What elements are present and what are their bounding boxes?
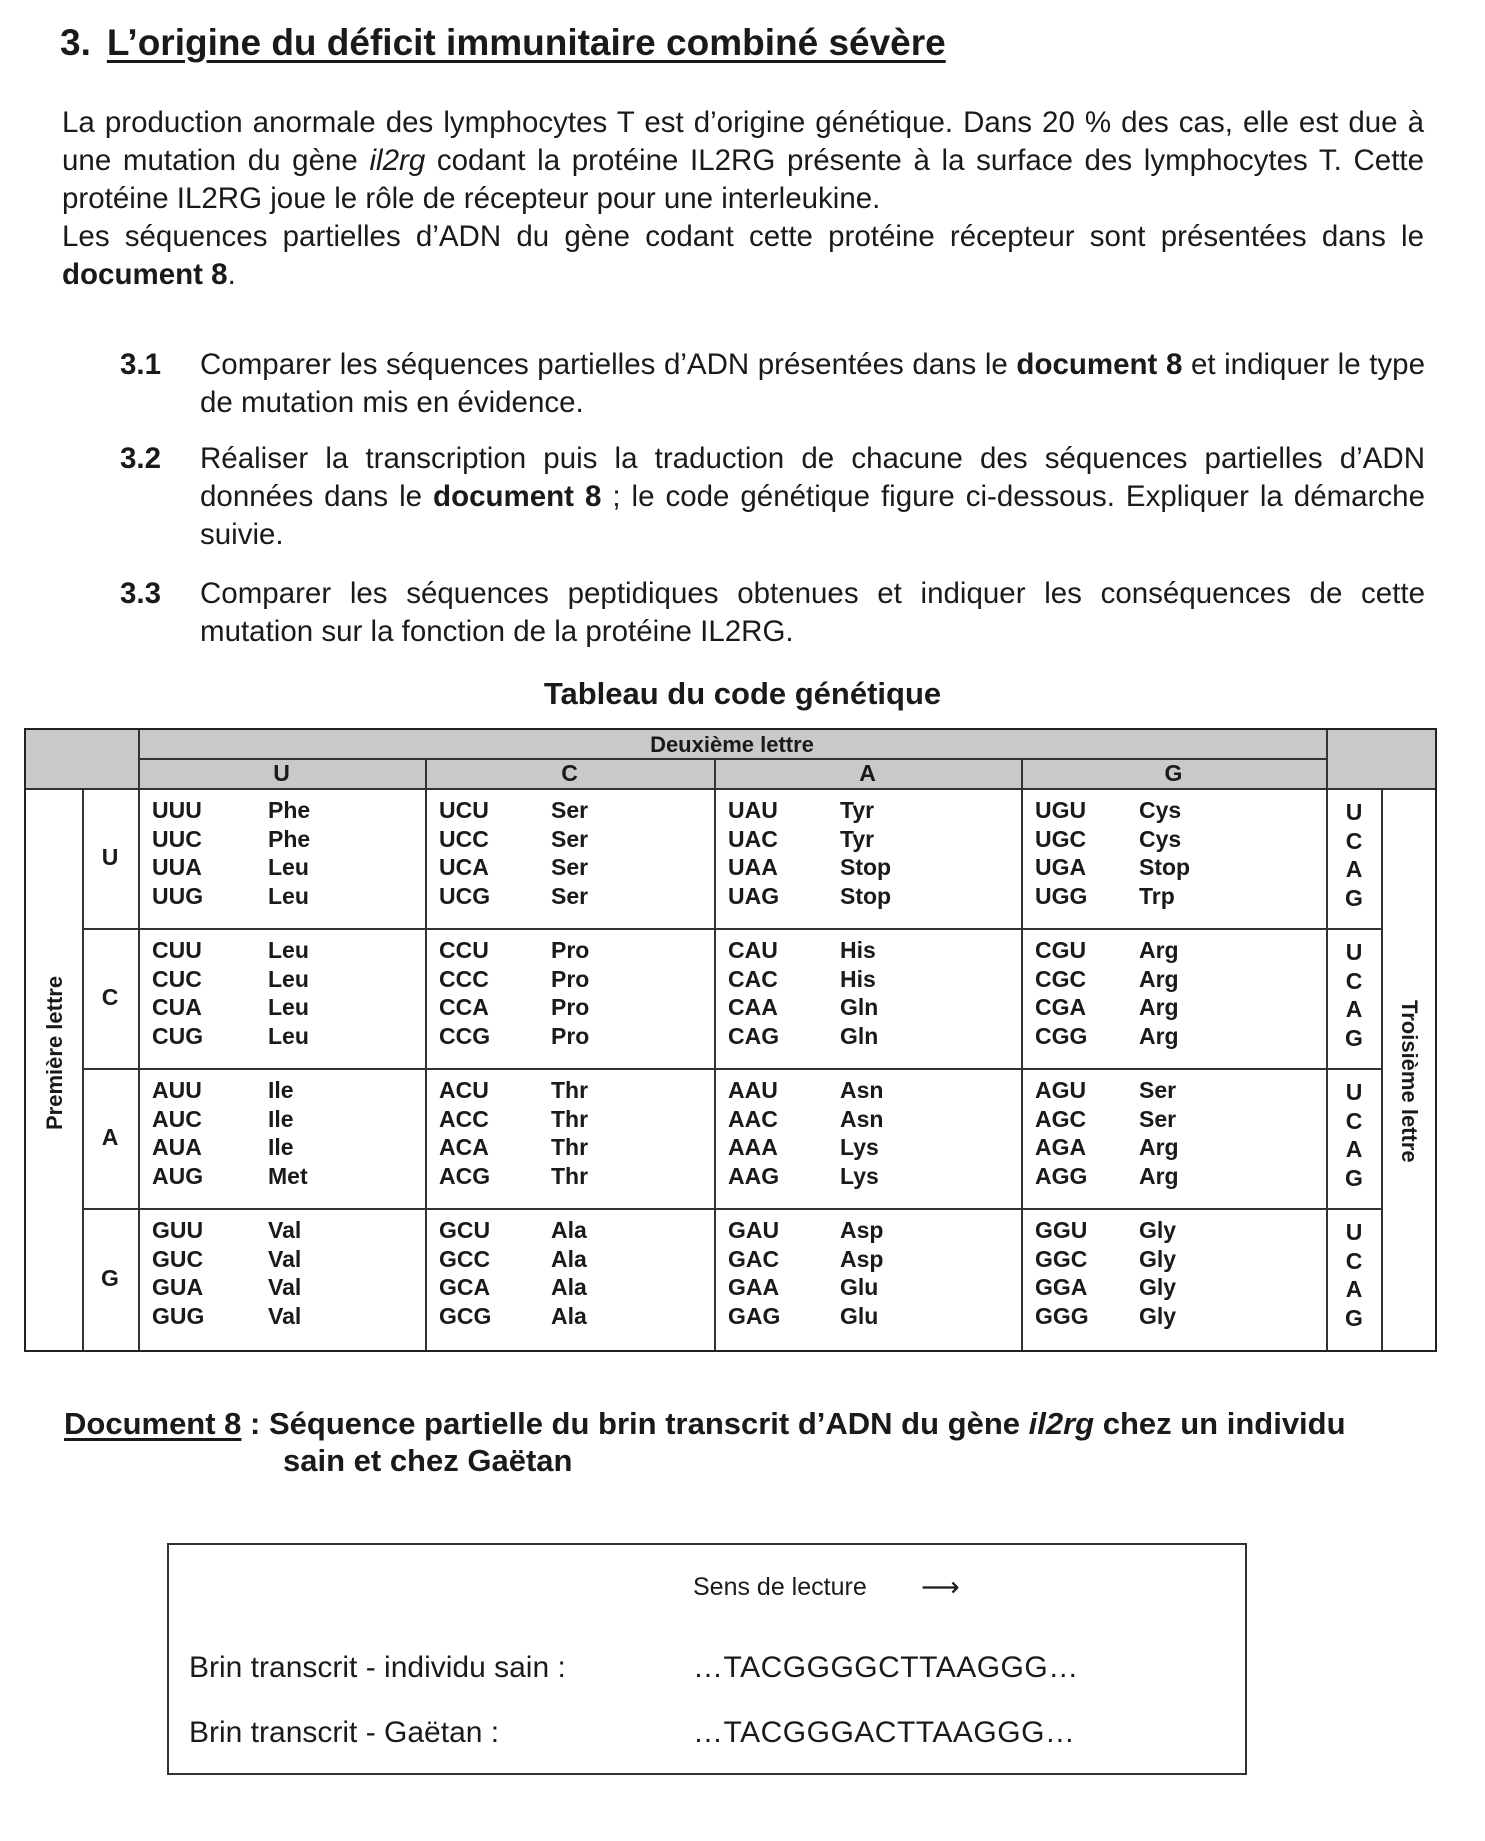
codon: GUA	[152, 1274, 204, 1300]
question-text	[200, 440, 1425, 554]
codon: GAC	[728, 1245, 780, 1272]
amino-acid: Leu	[268, 882, 309, 909]
codon: UGC	[1035, 825, 1087, 852]
codon: ACA	[439, 1134, 489, 1160]
amino-acid: Val	[268, 1302, 302, 1329]
amino-acid: Cys	[1139, 825, 1182, 852]
column-header-u: U	[273, 760, 290, 786]
document-8-label: Document 8	[64, 1406, 242, 1441]
question-text-b: ; le code génétique figure ci-dessous. Expliquer la démarche suivie.	[200, 480, 1425, 551]
codon-entry	[728, 1133, 1015, 1162]
amino-acid: Arg	[1139, 965, 1179, 992]
intro-text	[62, 104, 1424, 294]
intro-p1-text-a: La production anormale des lymphocytes T est d’origine génétique. Dans 20 % des cas, elle est due à une mutation du gène	[62, 106, 1424, 177]
codon: CGG	[1035, 1022, 1088, 1049]
codon: CUA	[152, 994, 202, 1020]
third-letter: G	[1345, 1024, 1363, 1051]
codon-entry	[728, 1022, 1015, 1051]
codon-entry	[152, 1076, 419, 1105]
codon-entry	[439, 1133, 708, 1162]
third-letter: A	[1345, 996, 1363, 1022]
amino-acid: Pro	[551, 965, 590, 992]
third-letter: U	[1345, 1079, 1363, 1105]
codon-entry	[728, 1273, 1015, 1302]
amino-acid: Ile	[268, 1105, 294, 1132]
third-letter: A	[1345, 856, 1363, 882]
codon-cell	[728, 796, 1015, 912]
grid-line	[138, 758, 1326, 760]
codon: ACC	[439, 1105, 489, 1132]
codon-entry	[152, 1105, 419, 1134]
question-number: 3.1	[120, 348, 162, 381]
codon-entry	[728, 993, 1015, 1022]
amino-acid: Ser	[551, 825, 589, 852]
third-letter: U	[1345, 799, 1363, 825]
grid-line	[26, 788, 1435, 790]
codon-entry	[1035, 1302, 1320, 1331]
healthy-strand-label: Brin transcrit - individu sain :	[189, 1651, 566, 1684]
grid-line	[714, 758, 716, 1350]
codon-entry	[728, 1245, 1015, 1274]
codon-entry	[152, 882, 419, 911]
codon-cell	[152, 1216, 419, 1332]
codon: CCG	[439, 1022, 491, 1049]
codon: AGG	[1035, 1162, 1088, 1189]
amino-acid: Gln	[840, 994, 879, 1020]
codon: AAU	[728, 1077, 778, 1103]
amino-acid: Leu	[268, 1022, 309, 1049]
codon: GCA	[439, 1274, 491, 1300]
codon: GAA	[728, 1274, 780, 1300]
codon: AUC	[152, 1105, 202, 1132]
codon-entry	[439, 1273, 708, 1302]
amino-acid: Pro	[551, 994, 590, 1020]
amino-acid: Tyr	[840, 825, 875, 852]
codon: AUU	[152, 1077, 202, 1103]
amino-acid: Gly	[1139, 1274, 1177, 1300]
question-text-b: et indiquer le type de mutation mis en évidence.	[200, 348, 1425, 419]
third-letter: C	[1345, 1107, 1363, 1134]
codon-entry	[152, 1022, 419, 1051]
codon: UUA	[152, 854, 202, 880]
amino-acid: Gln	[840, 1022, 879, 1049]
codon-entry	[728, 965, 1015, 994]
codon-entry	[1035, 825, 1320, 854]
codon: CUC	[152, 965, 202, 992]
codon: UAA	[728, 854, 778, 880]
codon: UAG	[728, 882, 780, 909]
codon-entry	[1035, 1105, 1320, 1134]
codon: UCA	[439, 854, 489, 880]
codon-entry	[439, 1245, 708, 1274]
amino-acid: Cys	[1139, 797, 1182, 823]
codon: AAG	[728, 1162, 780, 1189]
codon: GGC	[1035, 1245, 1088, 1272]
codon-cell	[1035, 1216, 1320, 1332]
codon-entry	[152, 1245, 419, 1274]
codon: GUU	[152, 1217, 204, 1243]
amino-acid: Arg	[1139, 1134, 1179, 1160]
third-letter-list	[1326, 938, 1382, 1052]
codon: CCA	[439, 994, 489, 1020]
codon: CUU	[152, 937, 202, 963]
codon: GCU	[439, 1217, 491, 1243]
codon-entry	[1035, 1245, 1320, 1274]
codon: GAU	[728, 1217, 780, 1243]
codon: GAG	[728, 1302, 781, 1329]
codon: GGG	[1035, 1302, 1089, 1329]
codon: UCU	[439, 797, 489, 823]
codon-entry	[1035, 936, 1320, 965]
codon-entry	[152, 1133, 419, 1162]
healthy-strand-sequence: …TACGGGGCTTAAGGG…	[693, 1651, 1079, 1684]
codon: CUG	[152, 1022, 204, 1049]
codon-entry	[439, 825, 708, 854]
codon-entry	[439, 993, 708, 1022]
codon-entry	[728, 882, 1015, 911]
question-3-3	[120, 575, 1425, 651]
amino-acid: Glu	[840, 1274, 879, 1300]
third-letter: U	[1345, 1219, 1363, 1245]
grid-line	[425, 758, 427, 1350]
document-8-title-line2: sain et chez Gaëtan	[283, 1443, 573, 1478]
amino-acid: Asn	[840, 1105, 884, 1132]
question-3-2	[120, 440, 1425, 554]
amino-acid: Stop	[1139, 854, 1191, 880]
first-letter-g: G	[101, 1265, 119, 1291]
amino-acid: His	[840, 965, 876, 992]
codon-entry	[439, 1022, 708, 1051]
codon: UUC	[152, 825, 202, 852]
third-letter-list	[1326, 1078, 1382, 1192]
codon: GGA	[1035, 1274, 1088, 1300]
amino-acid: Leu	[268, 994, 309, 1020]
third-letter: G	[1345, 884, 1363, 911]
codon: UCC	[439, 825, 489, 852]
section-title: L’origine du déficit immunitaire combiné sévère	[106, 22, 946, 63]
codon-entry	[1035, 993, 1320, 1022]
amino-acid: Glu	[840, 1302, 879, 1329]
amino-acid: Tyr	[840, 797, 875, 823]
codon-entry	[1035, 965, 1320, 994]
amino-acid: Ala	[551, 1245, 587, 1272]
codon-entry	[152, 796, 419, 825]
codon-entry	[439, 1216, 708, 1245]
codon-cell	[439, 936, 708, 1052]
codon: UAU	[728, 797, 778, 823]
question-doc-ref: document 8	[433, 480, 602, 513]
codon-entry	[152, 853, 419, 882]
codon-entry	[728, 1216, 1015, 1245]
codon: ACG	[439, 1162, 491, 1189]
codon: UAC	[728, 825, 778, 852]
column-header-g: G	[1164, 760, 1183, 786]
document-8-title-a: Séquence partielle du brin transcrit d’ADN du gène	[268, 1406, 1029, 1441]
document-8-title	[64, 1405, 1346, 1443]
codon: CAU	[728, 937, 778, 963]
codon: CGU	[1035, 937, 1087, 963]
codon: AUA	[152, 1134, 202, 1160]
second-letter-label: Deuxième lettre	[650, 732, 814, 757]
first-letter-c: C	[101, 984, 119, 1010]
codon: CAC	[728, 965, 778, 992]
amino-acid: Ser	[551, 882, 589, 909]
amino-acid: Gly	[1139, 1217, 1177, 1243]
codon-cell	[152, 936, 419, 1052]
codon-cell	[1035, 796, 1320, 912]
amino-acid: Leu	[268, 965, 309, 992]
codon: UGU	[1035, 797, 1087, 823]
codon-entry	[1035, 1076, 1320, 1105]
amino-acid: His	[840, 937, 876, 963]
codon: AGU	[1035, 1077, 1087, 1103]
third-letter: A	[1345, 1276, 1363, 1302]
codon-cell	[152, 1076, 419, 1192]
column-header-a: A	[859, 760, 876, 786]
amino-acid: Gly	[1139, 1245, 1177, 1272]
amino-acid: Ser	[1139, 1077, 1177, 1103]
codon-entry	[152, 825, 419, 854]
amino-acid: Ala	[551, 1302, 587, 1329]
codon-entry	[728, 1076, 1015, 1105]
intro-p1-text-b: codant la protéine IL2RG présente à la surface des lymphocytes T. Cette protéine IL2RG joue le rôle de récepteur pour une interleukine.	[62, 144, 1424, 215]
amino-acid: Ala	[551, 1217, 587, 1243]
codon-cell	[439, 1076, 708, 1192]
intro-paragraph-1	[62, 104, 1424, 218]
third-letter: U	[1345, 939, 1363, 965]
codon: ACU	[439, 1077, 489, 1103]
amino-acid: Val	[268, 1274, 302, 1300]
first-letter-label: Première lettre	[42, 975, 67, 1130]
third-letter: C	[1345, 967, 1363, 994]
patient-strand-sequence: …TACGGGACTTAAGGG…	[693, 1716, 1076, 1749]
codon-cell	[1035, 1076, 1320, 1192]
codon-entry	[1035, 882, 1320, 911]
question-3-1	[120, 346, 1425, 422]
amino-acid: Ser	[551, 797, 589, 823]
amino-acid: Ser	[551, 854, 589, 880]
codon-entry	[728, 1162, 1015, 1191]
question-text-a: Réaliser la transcription puis la traduction de chacune des séquences partielles d’ADN données dans le	[200, 442, 1425, 513]
grid-line	[82, 928, 1381, 930]
codon: UCG	[439, 882, 491, 909]
codon-entry	[728, 936, 1015, 965]
codon-entry	[1035, 1022, 1320, 1051]
third-letter-list	[1326, 1218, 1382, 1332]
third-letter: A	[1345, 1136, 1363, 1162]
codon-cell	[152, 796, 419, 912]
codon: AUG	[152, 1162, 204, 1189]
column-header-c: C	[561, 760, 578, 786]
codon-entry	[1035, 1162, 1320, 1191]
codon: GGU	[1035, 1217, 1088, 1243]
grid-line	[82, 1068, 1381, 1070]
codon-entry	[439, 853, 708, 882]
third-letter: C	[1345, 1247, 1363, 1274]
question-number: 3.2	[120, 442, 162, 475]
question-text	[200, 575, 1425, 651]
question-text-a: Comparer les séquences peptidiques obtenues et indiquer les conséquences de cette mutation sur la fonction de la protéine IL2RG.	[200, 577, 1425, 648]
amino-acid: Met	[268, 1162, 308, 1189]
amino-acid: Asp	[840, 1245, 884, 1272]
codon: AAC	[728, 1105, 778, 1132]
codon-entry	[439, 965, 708, 994]
codon: UUU	[152, 797, 202, 823]
grid-line	[138, 730, 140, 1350]
codon-entry	[152, 1273, 419, 1302]
document-8-title-b: chez un individu	[1094, 1406, 1346, 1441]
third-letter-label: Troisième lettre	[1397, 1000, 1422, 1163]
codon-entry	[152, 936, 419, 965]
amino-acid: Leu	[268, 937, 309, 963]
codon-cell	[728, 1216, 1015, 1332]
codon: GCC	[439, 1245, 491, 1272]
codon-cell	[1035, 936, 1320, 1052]
codon: GUC	[152, 1245, 204, 1272]
codon: GCG	[439, 1302, 492, 1329]
amino-acid: Thr	[551, 1162, 589, 1189]
codon: CAA	[728, 994, 778, 1020]
amino-acid: Asn	[840, 1077, 884, 1103]
question-doc-ref: document 8	[1016, 348, 1183, 381]
section-heading	[60, 22, 946, 64]
codon-entry	[1035, 853, 1320, 882]
codon-entry	[439, 1105, 708, 1134]
amino-acid: Thr	[551, 1105, 589, 1132]
amino-acid: Arg	[1139, 1022, 1179, 1049]
sequence-box	[167, 1543, 1247, 1775]
amino-acid: Pro	[551, 937, 590, 963]
intro-doc-ref: document 8	[62, 258, 228, 291]
reading-direction-label: Sens de lecture	[693, 1573, 867, 1601]
grid-line	[82, 1208, 1381, 1210]
codon-entry	[152, 1302, 419, 1331]
amino-acid: Ala	[551, 1274, 587, 1300]
codon: GUG	[152, 1302, 205, 1329]
codon: UGG	[1035, 882, 1088, 909]
codon: AGC	[1035, 1105, 1087, 1132]
amino-acid: Gly	[1139, 1302, 1177, 1329]
codon-entry	[1035, 796, 1320, 825]
codon-entry	[152, 965, 419, 994]
codon: UGA	[1035, 854, 1087, 880]
codon-entry	[152, 1162, 419, 1191]
codon-entry	[728, 853, 1015, 882]
codon-entry	[728, 796, 1015, 825]
first-letter-u: U	[101, 844, 119, 870]
intro-p2-text-b: .	[227, 258, 236, 291]
intro-paragraph-2	[62, 218, 1424, 294]
document-8-gene: il2rg	[1028, 1406, 1095, 1441]
codon: CCC	[439, 965, 489, 992]
amino-acid: Stop	[840, 854, 892, 880]
codon: CGC	[1035, 965, 1087, 992]
amino-acid: Lys	[840, 1162, 879, 1189]
third-letter: G	[1345, 1304, 1363, 1331]
codon-entry	[1035, 1133, 1320, 1162]
amino-acid: Val	[268, 1217, 302, 1243]
codon-entry	[152, 993, 419, 1022]
codon-entry	[728, 825, 1015, 854]
third-letter: G	[1345, 1164, 1363, 1191]
amino-acid: Asp	[840, 1217, 884, 1243]
codon-entry	[728, 1302, 1015, 1331]
amino-acid: Thr	[551, 1077, 589, 1103]
codon-entry	[439, 1162, 708, 1191]
amino-acid: Phe	[268, 797, 311, 823]
codon-entry	[439, 936, 708, 965]
codon-entry	[439, 796, 708, 825]
question-text-a: Comparer les séquences partielles d’ADN présentées dans le	[200, 348, 1017, 381]
codon-entry	[1035, 1273, 1320, 1302]
amino-acid: Arg	[1139, 1162, 1179, 1189]
section-number: 3.	[60, 22, 91, 63]
arrow-right-icon: ⟶	[921, 1572, 960, 1602]
genetic-code-table	[24, 728, 1437, 1352]
grid-line	[1021, 758, 1023, 1350]
third-letter: C	[1345, 827, 1363, 854]
codon-cell	[439, 796, 708, 912]
question-text	[200, 346, 1425, 422]
codon: AGA	[1035, 1134, 1087, 1160]
amino-acid: Ser	[1139, 1105, 1177, 1132]
amino-acid: Trp	[1139, 882, 1175, 909]
intro-gene-name: il2rg	[369, 144, 426, 177]
amino-acid: Val	[268, 1245, 302, 1272]
intro-p2-text-a: Les séquences partielles d’ADN du gène codant cette protéine récepteur sont présentées dans le	[62, 220, 1424, 253]
amino-acid: Ile	[268, 1077, 294, 1103]
codon-entry	[439, 1076, 708, 1105]
patient-strand-label: Brin transcrit - Gaëtan :	[189, 1716, 500, 1749]
codon-entry	[152, 1216, 419, 1245]
amino-acid: Thr	[551, 1134, 589, 1160]
codon: CGA	[1035, 994, 1087, 1020]
third-letter-list	[1326, 798, 1382, 912]
codon: CCU	[439, 937, 489, 963]
amino-acid: Pro	[551, 1022, 590, 1049]
codon-cell	[439, 1216, 708, 1332]
codon-entry	[439, 882, 708, 911]
amino-acid: Stop	[840, 882, 892, 909]
amino-acid: Leu	[268, 854, 309, 880]
amino-acid: Phe	[268, 825, 311, 852]
codon: UUG	[152, 882, 204, 909]
amino-acid: Ile	[268, 1134, 294, 1160]
codon-entry	[439, 1302, 708, 1331]
codon: CAG	[728, 1022, 780, 1049]
codon-entry	[1035, 1216, 1320, 1245]
amino-acid: Arg	[1139, 937, 1179, 963]
question-number: 3.3	[120, 577, 162, 610]
codon-entry	[728, 1105, 1015, 1134]
table-title: Tableau du code génétique	[543, 676, 942, 711]
first-letter-a: A	[101, 1124, 119, 1150]
codon-cell	[728, 936, 1015, 1052]
amino-acid: Arg	[1139, 994, 1179, 1020]
amino-acid: Lys	[840, 1134, 879, 1160]
codon-cell	[728, 1076, 1015, 1192]
document-8-separator: :	[241, 1406, 269, 1441]
codon: AAA	[728, 1134, 778, 1160]
